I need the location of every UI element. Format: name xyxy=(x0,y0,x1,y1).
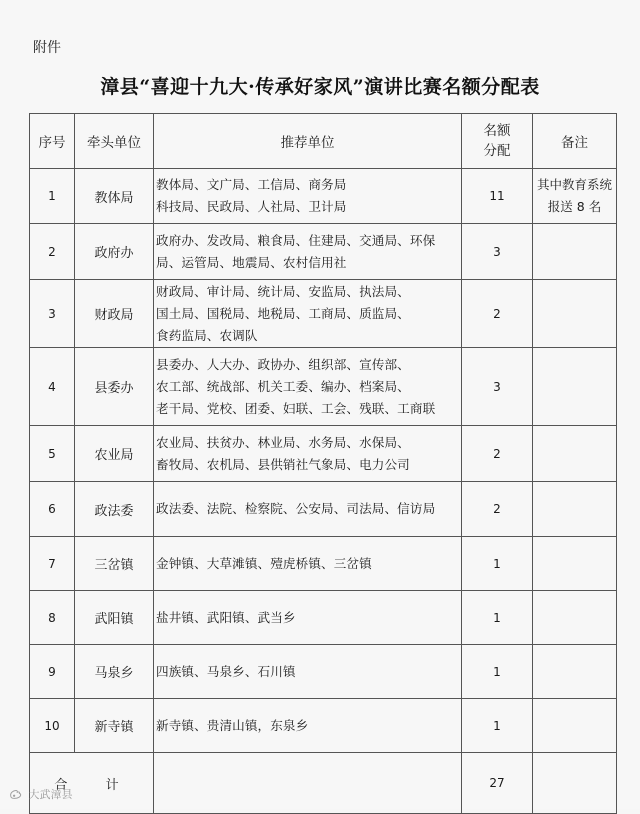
row-note xyxy=(533,426,617,482)
row-recommend-units xyxy=(154,482,462,537)
header-recommend-unit: 推荐单位 xyxy=(154,114,462,169)
recommend-line: 老干局、党校、团委、妇联、工会、残联、工商联 xyxy=(156,400,436,416)
watermark-text: 大武漳县 xyxy=(28,788,73,801)
recommend-line: 新寺镇、贵清山镇，东泉乡 xyxy=(156,717,309,733)
attachment-label: 附件 xyxy=(33,40,61,56)
row-no: 1 xyxy=(30,169,75,224)
row-quota: 1 xyxy=(462,537,533,591)
row-no: 6 xyxy=(30,482,75,537)
row-quota: 1 xyxy=(462,699,533,753)
row-note xyxy=(533,537,617,591)
recommend-line: 农工部、统战部、机关工委、编办、档案局、 xyxy=(156,378,410,394)
row-lead-unit: 政法委 xyxy=(75,482,154,537)
table-row xyxy=(30,224,617,280)
row-quota: 2 xyxy=(462,426,533,482)
table-row xyxy=(30,537,617,591)
total-note-cell xyxy=(533,753,617,814)
row-recommend-units xyxy=(154,426,462,482)
row-lead-unit: 马泉乡 xyxy=(75,645,154,699)
recommend-line: 局、运管局、地震局、农村信用社 xyxy=(156,254,347,270)
header-quota: 名额 分配 xyxy=(462,114,533,169)
row-no: 8 xyxy=(30,591,75,645)
recommend-line: 金钟镇、大草滩镇、殪虎桥镇、三岔镇 xyxy=(156,555,372,571)
row-no: 2 xyxy=(30,224,75,280)
row-quota: 2 xyxy=(462,280,533,348)
row-quota: 2 xyxy=(462,482,533,537)
total-label: 合 计 xyxy=(54,777,129,793)
recommend-line: 食药监局、农调队 xyxy=(156,327,258,343)
table-row xyxy=(30,280,617,348)
table-row xyxy=(30,426,617,482)
row-recommend-units xyxy=(154,169,462,224)
row-no: 10 xyxy=(30,699,75,753)
quota-table xyxy=(29,113,617,814)
row-recommend-units xyxy=(154,280,462,348)
row-quota: 1 xyxy=(462,591,533,645)
row-no: 9 xyxy=(30,645,75,699)
recommend-line: 政法委、法院、检察院、公安局、司法局、信访局 xyxy=(156,501,436,516)
weibo-logo-icon xyxy=(8,787,22,801)
table-row xyxy=(30,699,617,753)
recommend-line: 四族镇、马泉乡、石川镇 xyxy=(156,663,296,679)
table-row xyxy=(30,645,617,699)
row-lead-unit: 新寺镇 xyxy=(75,699,154,753)
table-row xyxy=(30,482,617,537)
table-header-row xyxy=(30,114,617,169)
row-note xyxy=(533,699,617,753)
row-quota: 3 xyxy=(462,224,533,280)
row-note xyxy=(533,482,617,537)
row-lead-unit: 县委办 xyxy=(75,348,154,426)
recommend-line: 畜牧局、农机局、县供销社气象局、电力公司 xyxy=(156,456,410,472)
recommend-line: 政府办、发改局、粮食局、住建局、交通局、环保 xyxy=(156,232,436,248)
row-recommend-units xyxy=(154,224,462,280)
row-lead-unit: 财政局 xyxy=(75,280,154,348)
table-row xyxy=(30,591,617,645)
row-no: 7 xyxy=(30,537,75,591)
row-lead-unit: 政府办 xyxy=(75,224,154,280)
recommend-line: 科技局、民政局、人社局、卫计局 xyxy=(156,199,347,214)
row-lead-unit: 武阳镇 xyxy=(75,591,154,645)
recommend-line: 县委办、人大办、政协办、组织部、宣传部、 xyxy=(156,356,410,372)
row-recommend-units xyxy=(154,591,462,645)
row-quota: 3 xyxy=(462,348,533,426)
recommend-line: 农业局、扶贫办、林业局、水务局、水保局、 xyxy=(156,434,410,450)
row-lead-unit: 教体局 xyxy=(75,169,154,224)
row-no: 4 xyxy=(30,348,75,426)
row-quota: 1 xyxy=(462,645,533,699)
row-note xyxy=(533,280,617,348)
recommend-line: 财政局、审计局、统计局、安监局、执法局、 xyxy=(156,283,410,299)
total-recommend-cell xyxy=(154,753,462,814)
row-no: 5 xyxy=(30,426,75,482)
recommend-line: 国土局、国税局、地税局、工商局、质监局、 xyxy=(156,305,410,321)
watermark xyxy=(8,786,73,802)
row-no: 3 xyxy=(30,280,75,348)
page-title: 漳县“喜迎十九大·传承好家风”演讲比赛名额分配表 xyxy=(100,76,540,98)
row-note: 其中教育系统 报送 8 名 xyxy=(533,169,617,224)
header-no: 序号 xyxy=(30,114,75,169)
row-recommend-units xyxy=(154,699,462,753)
header-note: 备注 xyxy=(533,114,617,169)
total-row xyxy=(30,753,617,814)
table-row xyxy=(30,348,617,426)
row-lead-unit: 农业局 xyxy=(75,426,154,482)
header-lead-unit: 牵头单位 xyxy=(75,114,154,169)
table-row xyxy=(30,169,617,224)
row-recommend-units xyxy=(154,645,462,699)
row-lead-unit: 三岔镇 xyxy=(75,537,154,591)
row-recommend-units xyxy=(154,537,462,591)
row-note xyxy=(533,645,617,699)
row-note xyxy=(533,348,617,426)
row-quota: 11 xyxy=(462,169,533,224)
row-note xyxy=(533,224,617,280)
total-quota: 27 xyxy=(462,753,533,814)
row-note xyxy=(533,591,617,645)
row-recommend-units xyxy=(154,348,462,426)
recommend-line: 盐井镇、武阳镇、武当乡 xyxy=(156,609,296,625)
recommend-line: 教体局、文广局、工信局、商务局 xyxy=(156,177,347,192)
